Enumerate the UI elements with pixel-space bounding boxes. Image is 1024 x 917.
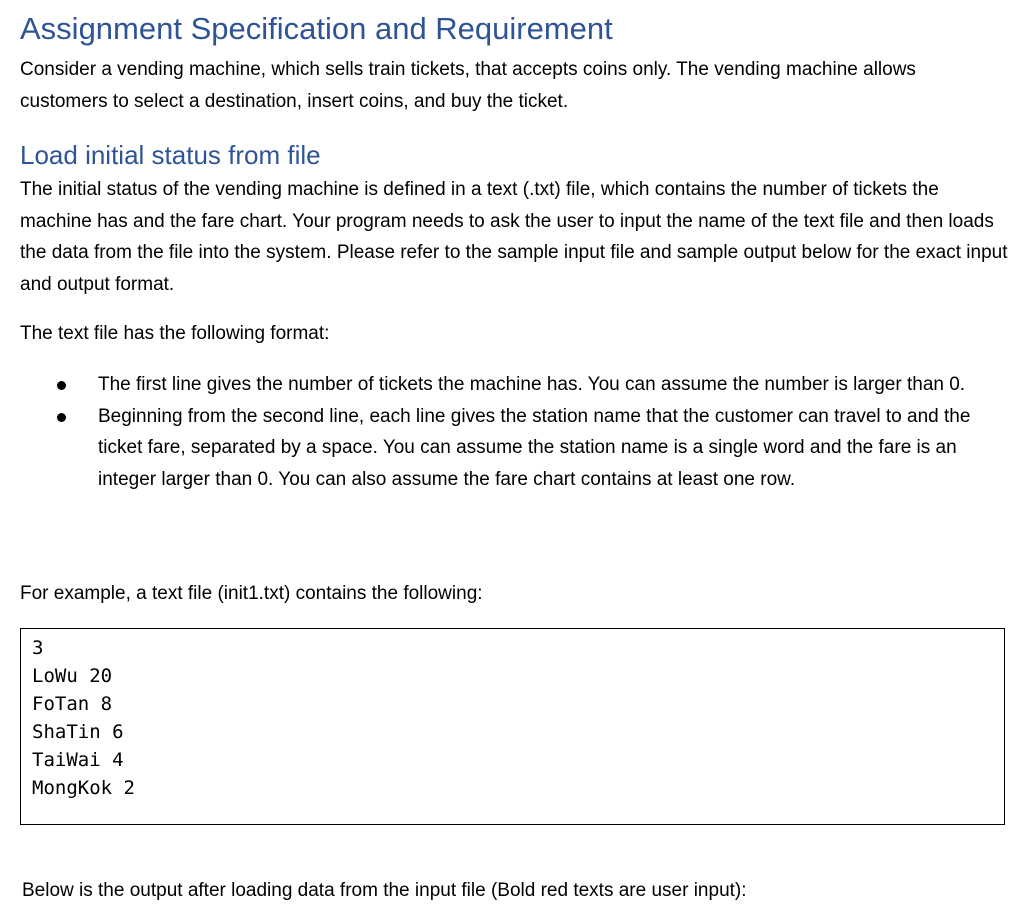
bullet-item xyxy=(20,369,978,401)
document-page xyxy=(20,0,1010,917)
bullet-icon xyxy=(57,413,66,422)
load-paragraph: The initial status of the vending machine is defined in a text (.txt) file, which contains the number of tickets the machine has and the fare chart. Your program needs to ask the user to input the name of the text file and then loads the data from the file into the system. Please refer to the sample input file and sample output below for the exact input and output format. xyxy=(20,179,1008,295)
bullet-icon xyxy=(57,381,66,390)
bullet-text: The first line gives the number of tickets the machine has. You can assume the number is larger than 0. xyxy=(98,374,966,395)
section-heading: Load initial status from file xyxy=(20,140,321,170)
code-line: LoWu 20 xyxy=(32,665,113,687)
code-line: MongKok 2 xyxy=(32,777,135,799)
bullet-item xyxy=(20,401,978,496)
format-intro: The text file has the following format: xyxy=(20,323,330,344)
example-intro: For example, a text file (init1.txt) contains the following: xyxy=(20,583,483,604)
output-intro: Below is the output after loading data from the input file (Bold red texts are user input): xyxy=(22,880,747,901)
intro-paragraph: Consider a vending machine, which sells train tickets, that accepts coins only. The vending machine allows customers to select a destination, insert coins, and buy the ticket. xyxy=(20,59,916,112)
page-title: Assignment Specification and Requirement xyxy=(20,11,613,46)
bullet-text: Beginning from the second line, each line gives the station name that the customer can travel to and the ticket fare, separated by a space. You can assume the station name is a single word and the fare is an integer larger than 0. You can also assume the fare chart contains at least one row. xyxy=(98,405,971,490)
code-line: FoTan 8 xyxy=(32,693,113,715)
code-line: 3 xyxy=(32,637,44,659)
format-bullet-list xyxy=(20,369,1010,495)
code-line: ShaTin 6 xyxy=(32,721,124,743)
code-line: TaiWai 4 xyxy=(32,749,124,771)
sample-file-box xyxy=(20,628,1005,825)
